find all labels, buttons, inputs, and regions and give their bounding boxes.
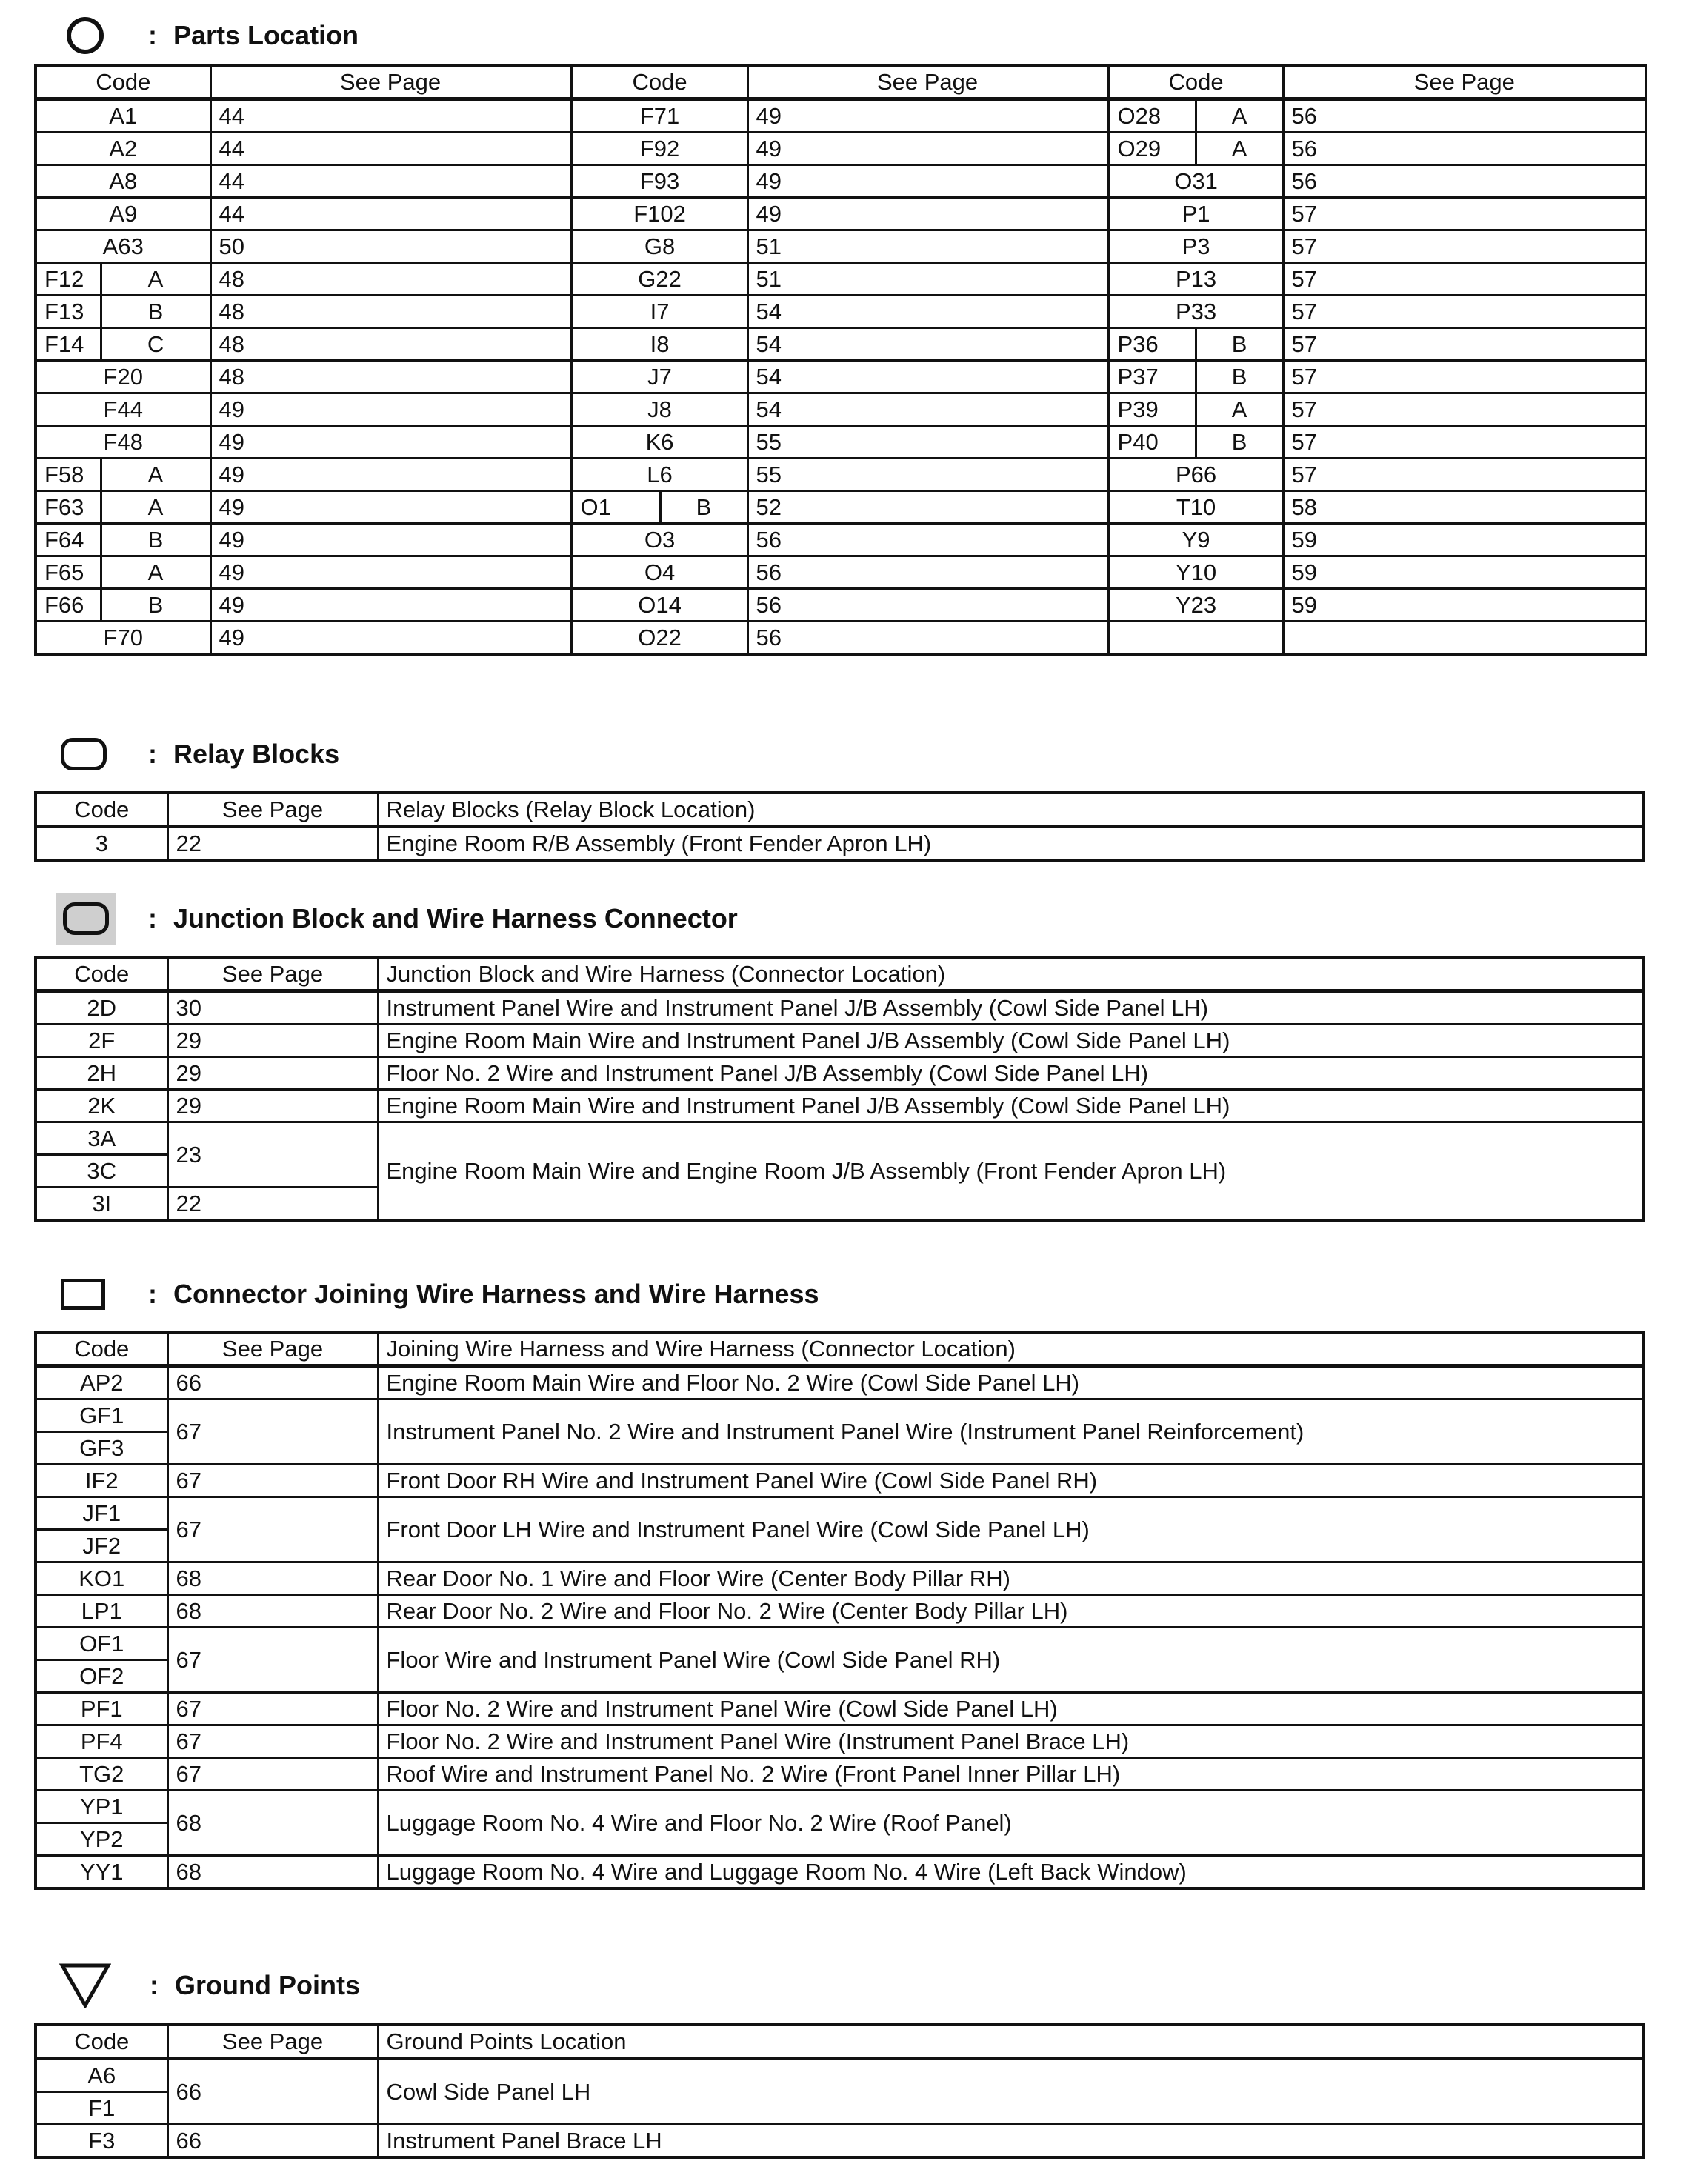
relay-header-desc: Relay Blocks (Relay Block Location)	[378, 793, 1643, 827]
jb-location: Engine Room Main Wire and Engine Room J/B Assembly (Front Fender Apron LH)	[378, 1122, 1643, 1221]
part-code: L6	[571, 459, 747, 491]
conn-see-page: 67	[167, 1693, 378, 1725]
part-see-page: 49	[210, 459, 571, 491]
part-see-page: 51	[747, 230, 1108, 263]
parts-location-colon: :	[148, 20, 157, 50]
part-see-page: 50	[210, 230, 571, 263]
conn-see-page: 66	[167, 1366, 378, 1399]
part-code: K6	[571, 426, 747, 459]
part-code: F92	[571, 133, 747, 165]
jb-code: 3C	[36, 1155, 167, 1188]
ground-points-title: Ground Points	[175, 1970, 360, 2000]
conn-code: GF3	[36, 1432, 167, 1465]
part-sub-code: A	[1196, 99, 1283, 133]
conn-location: Floor No. 2 Wire and Instrument Panel Wire (Cowl Side Panel LH)	[378, 1693, 1643, 1725]
jb-see-page: 29	[167, 1090, 378, 1122]
connector-table	[34, 1331, 1645, 1890]
gp-header-desc: Ground Points Location	[378, 2025, 1643, 2059]
part-code	[1108, 622, 1283, 655]
relay-row	[36, 827, 1643, 861]
part-see-page: 59	[1283, 524, 1646, 556]
rounded-rect-symbol-icon	[58, 728, 119, 780]
conn-location: Engine Room Main Wire and Floor No. 2 Wire (Cowl Side Panel LH)	[378, 1366, 1643, 1399]
part-see-page: 55	[747, 459, 1108, 491]
conn-see-page: 67	[167, 1465, 378, 1497]
jb-location: Engine Room Main Wire and Instrument Panel J/B Assembly (Cowl Side Panel LH)	[378, 1090, 1643, 1122]
conn-code: GF1	[36, 1399, 167, 1432]
conn-code: TG2	[36, 1758, 167, 1791]
part-see-page: 49	[210, 622, 571, 655]
conn-row	[36, 1366, 1643, 1399]
conn-row	[36, 1856, 1643, 1889]
gp-code: F3	[36, 2125, 167, 2158]
part-see-page: 49	[210, 491, 571, 524]
conn-see-page: 67	[167, 1628, 378, 1693]
part-see-page: 48	[210, 361, 571, 393]
part-code: O22	[571, 622, 747, 655]
junction-block-colon: :	[148, 903, 157, 933]
part-see-page: 49	[747, 165, 1108, 198]
jb-code: 2K	[36, 1090, 167, 1122]
jb-row	[36, 1025, 1643, 1057]
part-code: P3	[1108, 230, 1283, 263]
part-code: F48	[36, 426, 210, 459]
gp-code: F1	[36, 2092, 167, 2125]
part-sub-code: C	[101, 328, 210, 361]
conn-location: Rear Door No. 1 Wire and Floor Wire (Center Body Pillar RH)	[378, 1562, 1643, 1595]
conn-header-page: See Page	[167, 1332, 378, 1366]
jb-location: Instrument Panel Wire and Instrument Panel J/B Assembly (Cowl Side Panel LH)	[378, 991, 1643, 1025]
part-see-page: 49	[747, 198, 1108, 230]
gp-see-page: 66	[167, 2125, 378, 2158]
part-code: P13	[1108, 263, 1283, 296]
parts-location-title: Parts Location	[173, 20, 359, 50]
rectangle-symbol-icon	[58, 1268, 119, 1320]
part-code: P66	[1108, 459, 1283, 491]
conn-location: Front Door LH Wire and Instrument Panel Wire (Cowl Side Panel LH)	[378, 1497, 1643, 1562]
conn-see-page: 67	[167, 1758, 378, 1791]
relay-blocks-colon: :	[148, 739, 157, 769]
part-see-page: 49	[210, 393, 571, 426]
jb-row	[36, 1122, 1643, 1155]
part-code: I8	[571, 328, 747, 361]
conn-row	[36, 1758, 1643, 1791]
part-sub-code: B	[660, 491, 747, 524]
conn-code: JF1	[36, 1497, 167, 1530]
conn-code: LP1	[36, 1595, 167, 1628]
part-see-page: 49	[210, 426, 571, 459]
part-see-page: 57	[1283, 230, 1646, 263]
conn-code: PF4	[36, 1725, 167, 1758]
part-see-page: 59	[1283, 556, 1646, 589]
part-code: F93	[571, 165, 747, 198]
parts-row	[36, 328, 1646, 361]
part-see-page: 49	[210, 524, 571, 556]
conn-see-page: 68	[167, 1595, 378, 1628]
connector-title: Connector Joining Wire Harness and Wire Harness	[173, 1279, 819, 1309]
jb-row	[36, 1057, 1643, 1090]
part-code: O1	[571, 491, 660, 524]
part-code: P33	[1108, 296, 1283, 328]
part-code: I7	[571, 296, 747, 328]
part-see-page: 57	[1283, 263, 1646, 296]
part-see-page: 56	[747, 622, 1108, 655]
jb-code: 2F	[36, 1025, 167, 1057]
gp-location: Cowl Side Panel LH	[378, 2059, 1643, 2125]
part-sub-code: A	[1196, 393, 1283, 426]
part-code: A9	[36, 198, 210, 230]
conn-code: YY1	[36, 1856, 167, 1889]
part-see-page: 56	[1283, 165, 1646, 198]
triangle-symbol-icon	[59, 1960, 120, 2011]
relay-blocks-table	[34, 791, 1645, 862]
conn-see-page: 67	[167, 1497, 378, 1562]
part-sub-code: A	[101, 263, 210, 296]
part-code: P40	[1108, 426, 1196, 459]
conn-location: Floor No. 2 Wire and Instrument Panel Wire (Instrument Panel Brace LH)	[378, 1725, 1643, 1758]
jb-header-code: Code	[36, 957, 167, 991]
conn-header-row	[36, 1332, 1643, 1366]
conn-code: OF1	[36, 1628, 167, 1660]
jb-code: 2H	[36, 1057, 167, 1090]
conn-code: YP2	[36, 1823, 167, 1856]
conn-row	[36, 1595, 1643, 1628]
part-see-page: 57	[1283, 198, 1646, 230]
part-code: F44	[36, 393, 210, 426]
part-see-page: 49	[747, 99, 1108, 133]
circle-symbol-icon	[58, 10, 119, 61]
ground-points-table	[34, 2023, 1645, 2159]
junction-block-table	[34, 956, 1645, 1222]
conn-row	[36, 1399, 1643, 1432]
parts-row	[36, 393, 1646, 426]
conn-see-page: 68	[167, 1791, 378, 1856]
ground-points-colon: :	[150, 1970, 159, 2000]
conn-header-code: Code	[36, 1332, 167, 1366]
connector-colon: :	[148, 1279, 157, 1309]
jb-code: 3I	[36, 1188, 167, 1221]
part-see-page: 55	[747, 426, 1108, 459]
conn-code: IF2	[36, 1465, 167, 1497]
conn-row	[36, 1791, 1643, 1823]
part-sub-code: B	[101, 589, 210, 622]
part-sub-code: B	[101, 524, 210, 556]
parts-header-row	[36, 65, 1646, 99]
relay-see-page: 22	[167, 827, 378, 861]
part-see-page: 57	[1283, 328, 1646, 361]
part-code: F71	[571, 99, 747, 133]
jb-code: 3A	[36, 1122, 167, 1155]
part-code: T10	[1108, 491, 1283, 524]
part-sub-code: A	[101, 491, 210, 524]
relay-header-row	[36, 793, 1643, 827]
parts-row	[36, 198, 1646, 230]
conn-code: PF1	[36, 1693, 167, 1725]
part-code: A8	[36, 165, 210, 198]
part-see-page: 52	[747, 491, 1108, 524]
parts-header-code-1: Code	[36, 65, 210, 99]
parts-row	[36, 296, 1646, 328]
part-sub-code: B	[1196, 426, 1283, 459]
part-see-page	[1283, 622, 1646, 655]
conn-see-page: 68	[167, 1562, 378, 1595]
parts-row	[36, 589, 1646, 622]
jb-location: Engine Room Main Wire and Instrument Panel J/B Assembly (Cowl Side Panel LH)	[378, 1025, 1643, 1057]
part-code: F64	[36, 524, 101, 556]
parts-row	[36, 459, 1646, 491]
part-code: F58	[36, 459, 101, 491]
part-see-page: 48	[210, 328, 571, 361]
conn-see-page: 67	[167, 1399, 378, 1465]
conn-code: AP2	[36, 1366, 167, 1399]
parts-location-heading	[58, 10, 359, 61]
jb-see-page: 30	[167, 991, 378, 1025]
jb-location: Floor No. 2 Wire and Instrument Panel J/B Assembly (Cowl Side Panel LH)	[378, 1057, 1643, 1090]
part-sub-code: B	[101, 296, 210, 328]
jb-header-row	[36, 957, 1643, 991]
part-code: O3	[571, 524, 747, 556]
conn-see-page: 68	[167, 1856, 378, 1889]
part-code: A2	[36, 133, 210, 165]
conn-location: Luggage Room No. 4 Wire and Luggage Room No. 4 Wire (Left Back Window)	[378, 1856, 1643, 1889]
jb-see-page: 23	[167, 1122, 378, 1188]
part-code: O14	[571, 589, 747, 622]
part-see-page: 48	[210, 296, 571, 328]
parts-row	[36, 361, 1646, 393]
part-code: O28	[1108, 99, 1196, 133]
part-see-page: 54	[747, 393, 1108, 426]
jb-see-page: 29	[167, 1025, 378, 1057]
part-code: P36	[1108, 328, 1196, 361]
parts-row	[36, 230, 1646, 263]
part-see-page: 59	[1283, 589, 1646, 622]
conn-header-desc: Joining Wire Harness and Wire Harness (Connector Location)	[378, 1332, 1643, 1366]
jb-row	[36, 991, 1643, 1025]
part-see-page: 54	[747, 296, 1108, 328]
parts-row	[36, 524, 1646, 556]
gp-row	[36, 2125, 1643, 2158]
part-code: F66	[36, 589, 101, 622]
gp-code: A6	[36, 2059, 167, 2092]
part-code: F63	[36, 491, 101, 524]
parts-row	[36, 426, 1646, 459]
ground-points-heading	[58, 1960, 360, 2011]
part-see-page: 56	[1283, 99, 1646, 133]
part-code: P1	[1108, 198, 1283, 230]
parts-header-code-3: Code	[1108, 65, 1283, 99]
shaded-rounded-rect-symbol-icon	[58, 893, 119, 945]
parts-location-table	[34, 64, 1647, 656]
relay-header-page: See Page	[167, 793, 378, 827]
part-code: F13	[36, 296, 101, 328]
conn-code: YP1	[36, 1791, 167, 1823]
part-see-page: 54	[747, 328, 1108, 361]
parts-header-page-3: See Page	[1283, 65, 1646, 99]
part-code: Y10	[1108, 556, 1283, 589]
part-code: A63	[36, 230, 210, 263]
jb-header-desc: Junction Block and Wire Harness (Connector Location)	[378, 957, 1643, 991]
conn-location: Rear Door No. 2 Wire and Floor No. 2 Wire (Center Body Pillar LH)	[378, 1595, 1643, 1628]
conn-location: Roof Wire and Instrument Panel No. 2 Wire (Front Panel Inner Pillar LH)	[378, 1758, 1643, 1791]
part-code: J7	[571, 361, 747, 393]
jb-code: 2D	[36, 991, 167, 1025]
part-code: F12	[36, 263, 101, 296]
gp-see-page: 66	[167, 2059, 378, 2125]
conn-see-page: 67	[167, 1725, 378, 1758]
part-code: F70	[36, 622, 210, 655]
part-code: Y9	[1108, 524, 1283, 556]
parts-row	[36, 133, 1646, 165]
gp-row	[36, 2059, 1643, 2092]
gp-header-page: See Page	[167, 2025, 378, 2059]
part-code: F20	[36, 361, 210, 393]
part-see-page: 58	[1283, 491, 1646, 524]
part-see-page: 56	[747, 556, 1108, 589]
part-see-page: 44	[210, 133, 571, 165]
part-code: F102	[571, 198, 747, 230]
part-code: P37	[1108, 361, 1196, 393]
part-see-page: 56	[747, 589, 1108, 622]
part-see-page: 49	[210, 589, 571, 622]
part-see-page: 48	[210, 263, 571, 296]
junction-block-heading	[58, 893, 738, 945]
part-see-page: 44	[210, 198, 571, 230]
part-code: J8	[571, 393, 747, 426]
parts-row	[36, 556, 1646, 589]
part-code: G8	[571, 230, 747, 263]
part-see-page: 57	[1283, 361, 1646, 393]
conn-row	[36, 1628, 1643, 1660]
conn-row	[36, 1725, 1643, 1758]
conn-location: Instrument Panel No. 2 Wire and Instrument Panel Wire (Instrument Panel Reinforcement)	[378, 1399, 1643, 1465]
gp-header-row	[36, 2025, 1643, 2059]
jb-row	[36, 1090, 1643, 1122]
part-code: P39	[1108, 393, 1196, 426]
part-see-page: 54	[747, 361, 1108, 393]
part-see-page: 57	[1283, 393, 1646, 426]
parts-row	[36, 165, 1646, 198]
part-code: G22	[571, 263, 747, 296]
relay-header-code: Code	[36, 793, 167, 827]
jb-see-page: 22	[167, 1188, 378, 1221]
parts-header-page-1: See Page	[210, 65, 571, 99]
parts-row	[36, 622, 1646, 655]
part-see-page: 44	[210, 165, 571, 198]
parts-row	[36, 491, 1646, 524]
part-see-page: 56	[1283, 133, 1646, 165]
parts-header-page-2: See Page	[747, 65, 1108, 99]
part-see-page: 57	[1283, 426, 1646, 459]
parts-row	[36, 263, 1646, 296]
part-see-page: 57	[1283, 296, 1646, 328]
part-code: Y23	[1108, 589, 1283, 622]
relay-code: 3	[36, 827, 167, 861]
part-sub-code: B	[1196, 328, 1283, 361]
part-sub-code: A	[101, 556, 210, 589]
part-code: A1	[36, 99, 210, 133]
part-see-page: 57	[1283, 459, 1646, 491]
connector-heading	[58, 1268, 819, 1320]
part-code: F65	[36, 556, 101, 589]
junction-block-title: Junction Block and Wire Harness Connector	[173, 903, 738, 933]
part-see-page: 51	[747, 263, 1108, 296]
part-see-page: 49	[210, 556, 571, 589]
part-see-page: 56	[747, 524, 1108, 556]
relay-location: Engine Room R/B Assembly (Front Fender Apron LH)	[378, 827, 1643, 861]
parts-header-code-2: Code	[571, 65, 747, 99]
part-code: O29	[1108, 133, 1196, 165]
conn-row	[36, 1562, 1643, 1595]
conn-row	[36, 1693, 1643, 1725]
conn-code: KO1	[36, 1562, 167, 1595]
part-code: F14	[36, 328, 101, 361]
conn-code: OF2	[36, 1660, 167, 1693]
jb-header-page: See Page	[167, 957, 378, 991]
conn-location: Luggage Room No. 4 Wire and Floor No. 2 Wire (Roof Panel)	[378, 1791, 1643, 1856]
conn-location: Front Door RH Wire and Instrument Panel Wire (Cowl Side Panel RH)	[378, 1465, 1643, 1497]
part-code: O31	[1108, 165, 1283, 198]
jb-see-page: 29	[167, 1057, 378, 1090]
gp-header-code: Code	[36, 2025, 167, 2059]
part-sub-code: A	[1196, 133, 1283, 165]
parts-row	[36, 99, 1646, 133]
part-see-page: 44	[210, 99, 571, 133]
part-see-page: 49	[747, 133, 1108, 165]
relay-blocks-heading	[58, 728, 339, 780]
conn-row	[36, 1497, 1643, 1530]
conn-code: JF2	[36, 1530, 167, 1562]
conn-row	[36, 1465, 1643, 1497]
part-sub-code: B	[1196, 361, 1283, 393]
part-code: O4	[571, 556, 747, 589]
conn-location: Floor Wire and Instrument Panel Wire (Cowl Side Panel RH)	[378, 1628, 1643, 1693]
part-sub-code: A	[101, 459, 210, 491]
gp-location: Instrument Panel Brace LH	[378, 2125, 1643, 2158]
relay-blocks-title: Relay Blocks	[173, 739, 340, 769]
